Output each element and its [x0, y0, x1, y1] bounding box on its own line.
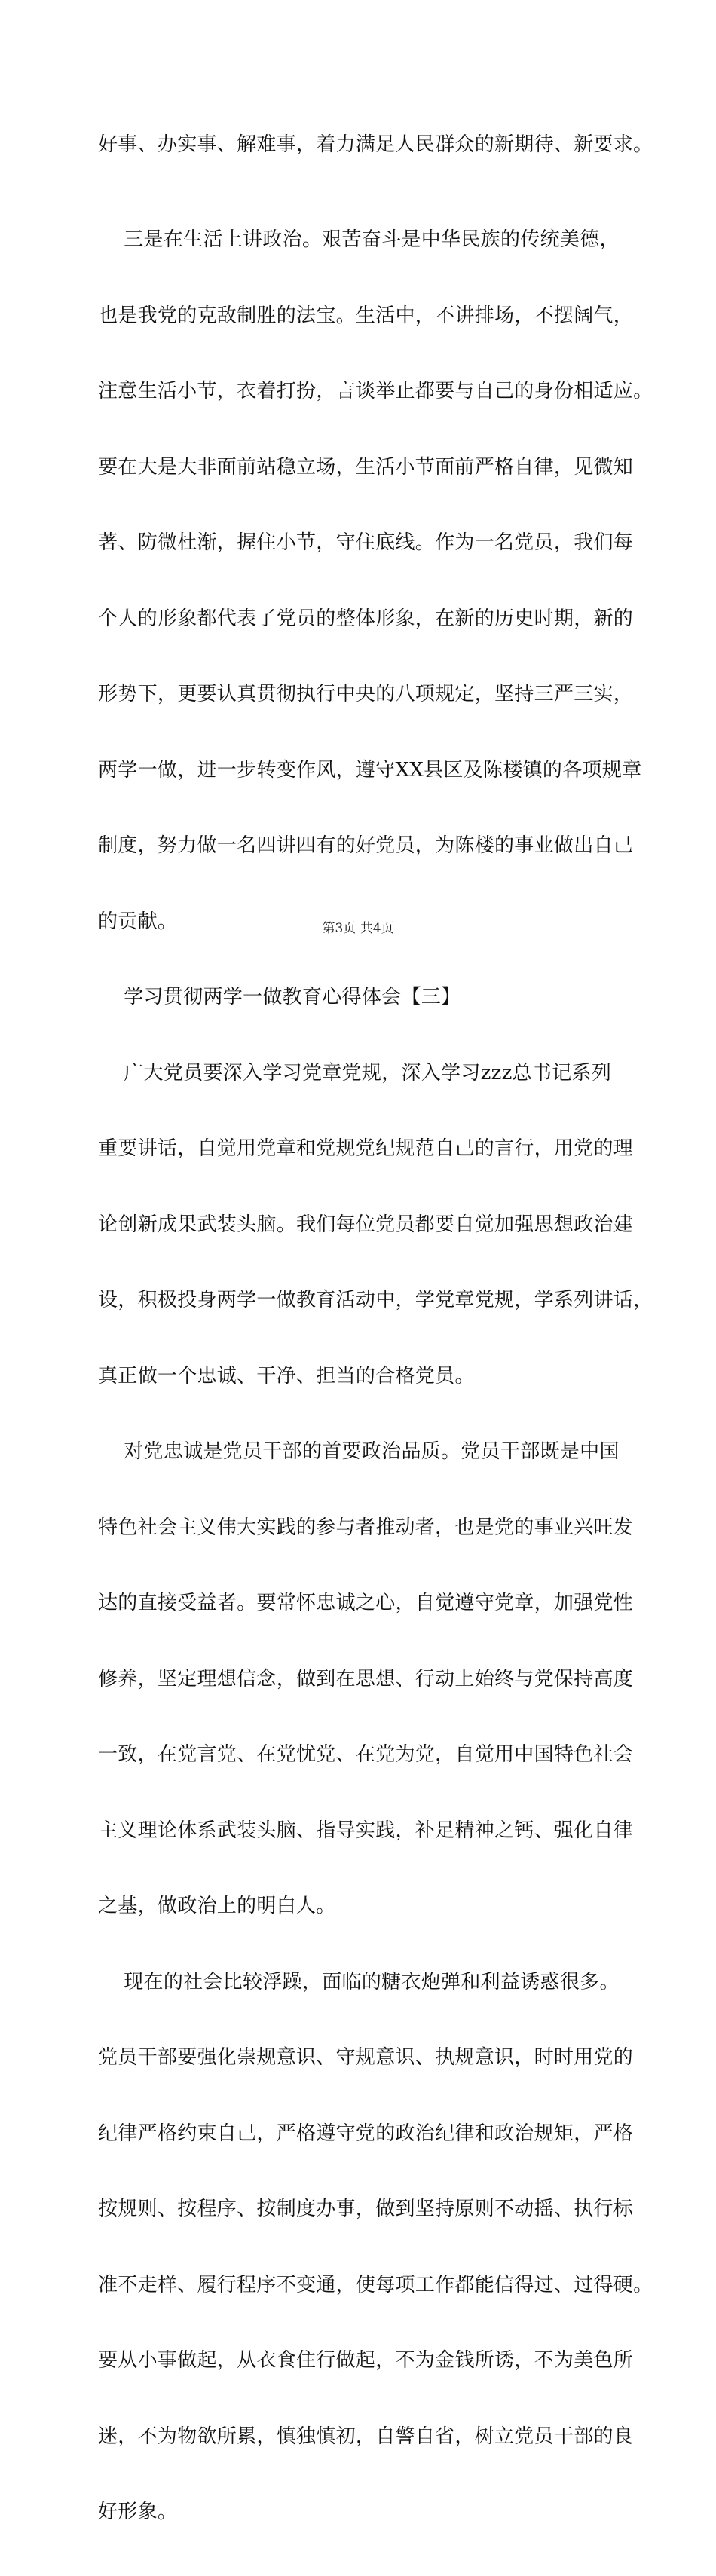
section-heading: 学习贯彻两学一做教育心得体会【三】 [98, 986, 461, 1008]
continuation-line: 好事、办实事、解难事，着力满足人民群众的新期待、新要求。 [98, 133, 653, 156]
text-line: 个人的形象都代表了党员的整体形象，在新的历史时期，新的 [98, 607, 634, 630]
text-line: 著、防微杜渐，握住小节，守住底线。作为一名党员，我们每 [98, 531, 634, 554]
text-line: 重要讲话，自觉用党章和党规党纪规范自己的言行，用党的理 [98, 1137, 634, 1160]
text-line: 迷，不为物欲所累，慎独慎初，自警自省，树立党员干部的良 [98, 2425, 634, 2448]
text-line: 特色社会主义伟大实践的参与者推动者，也是党的事业兴旺发 [98, 1516, 634, 1539]
text-line: 一致，在党言党、在党忧党、在党为党，自觉用中国特色社会 [98, 1743, 634, 1766]
text-line: 两学一做，进一步转变作风，遵守XX县区及陈楼镇的各项规章 [98, 758, 642, 782]
text-line: 按规则、按程序、按制度办事，做到坚持原则不动摇、执行标 [98, 2198, 634, 2220]
text-line: 真正做一个忠诚、干净、担当的合格党员。 [98, 1364, 475, 1387]
text-line: 设，积极投身两学一做教育活动中，学党章党规，学系列讲话， [98, 1289, 653, 1311]
text-line: 要从小事做起，从衣食住行做起，不为金钱所诱，不为美色所 [98, 2349, 634, 2372]
text-line: 注意生活小节，衣着打扮，言谈举止都要与自己的身份相适应。 [98, 380, 653, 402]
text-line: 修养，坚定理想信念，做到在思想、行动上始终与党保持高度 [98, 1667, 634, 1690]
text-line: 的贡献。 [98, 910, 178, 933]
text-line: 广大党员要深入学习党章党规，深入学习zzz总书记系列 [98, 1061, 612, 1085]
page-footer: 第3页 共4页 [322, 921, 394, 936]
text-line: 现在的社会比较浮躁，面临的糖衣炮弹和利益诱惑很多。 [98, 1970, 620, 1993]
paragraph-three [98, 177, 653, 2576]
text-line: 党员干部要强化崇规意识、守规意识、执规意识，时时用党的 [98, 2046, 634, 2069]
text-line: 要在大是大非面前站稳立场，生活小节面前严格自律，见微知 [98, 455, 634, 479]
text-line: 形势下，更要认真贯彻执行中央的八项规定，坚持三严三实， [98, 683, 634, 705]
text-line: 准不走样、履行程序不变通，使每项工作都能信得过、过得硬。 [98, 2273, 653, 2296]
text-line: 达的直接受益者。要常怀忠诚之心，自觉遵守党章，加强党性 [98, 1592, 634, 1614]
text-line: 纪律严格约束自己，严格遵守党的政治纪律和政治规矩，严格 [98, 2122, 634, 2145]
text-line: 之基，做政治上的明白人。 [98, 1895, 336, 1917]
text-line: 制度，努力做一名四讲四有的好党员，为陈楼的事业做出自己 [98, 834, 634, 857]
text-line: 三是在生活上讲政治。艰苦奋斗是中华民族的传统美德， [98, 228, 620, 251]
text-line: 论创新成果武装头脑。我们每位党员都要自觉加强思想政治建 [98, 1213, 634, 1236]
text-line: 对党忠诚是党员干部的首要政治品质。党员干部既是中国 [98, 1440, 620, 1463]
text-line: 也是我党的克敌制胜的法宝。生活中，不讲排场，不摆阔气， [98, 304, 634, 327]
text-line: 主义理论体系武装头脑、指导实践，补足精神之钙、强化自律 [98, 1819, 634, 1842]
text-line: 好形象。 [98, 2501, 178, 2523]
